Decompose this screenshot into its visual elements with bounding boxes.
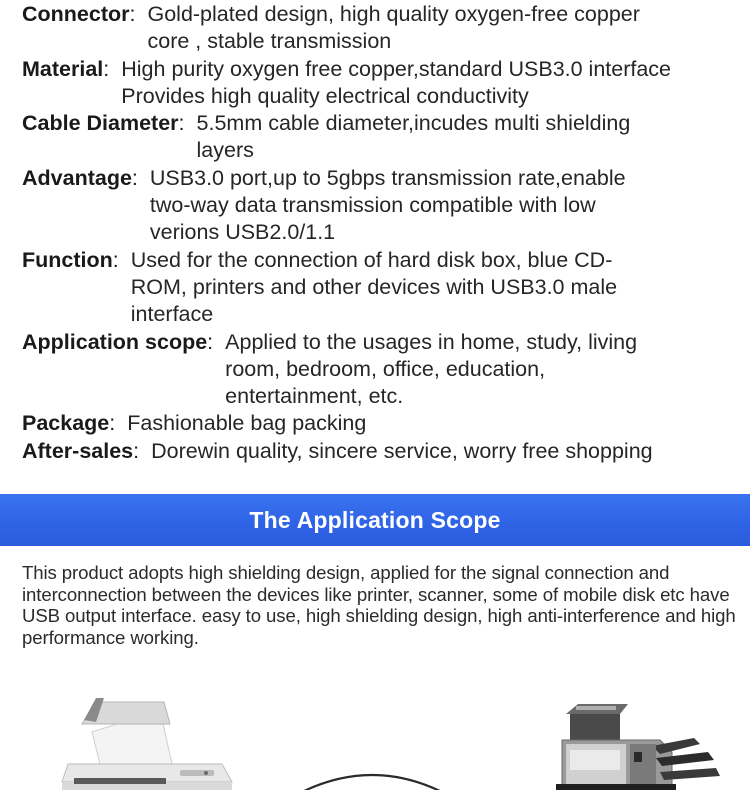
spec-value: Used for the connection of hard disk box, blue CD-ROM, printers and other devices with USB3.0 male interface (130, 247, 618, 327)
spec-material (22, 56, 746, 111)
spec-package (22, 410, 746, 437)
spec-colon: : (109, 411, 116, 436)
spec-label: Cable Diameter (22, 111, 179, 136)
spec-value: Applied to the usages in home, study, living room, bedroom, office, education, entertainment, etc. (225, 329, 638, 409)
spec-colon: : (131, 165, 138, 190)
spec-function (22, 247, 746, 329)
spec-colon: : (207, 329, 214, 354)
spec-label: Package (22, 411, 110, 436)
spec-colon: : (129, 2, 136, 26)
spec-value: Fashionable bag packing (127, 411, 367, 436)
section-banner (0, 494, 750, 546)
spec-value: USB3.0 port,up to 5gbps transmission rate,enable two-way data transmission compatible with low verions USB2.0/1.1 (149, 165, 626, 245)
spec-value: Dorewin quality, sincere service, worry free shopping (151, 438, 653, 463)
spec-colon: : (103, 56, 110, 81)
spec-label: Material (22, 56, 104, 81)
section-title: The Application Scope (249, 506, 501, 533)
spec-colon: : (178, 111, 185, 136)
description-paragraph: This product adopts high shielding design, applied for the signal connection and interconnection between the devices like printer, scanner, some of mobile disk etc have USB output interface. easy to use, high shielding design, high anti-interference and high performance working. (22, 562, 736, 648)
spec-label: Connector (22, 2, 130, 26)
spec-label: Advantage (22, 165, 132, 190)
laser-printer-image (556, 704, 720, 790)
spec-colon: : (112, 247, 119, 272)
spec-after-sales (22, 438, 746, 465)
spec-application-scope (22, 329, 746, 411)
printer-image (62, 698, 232, 790)
illustration-area (0, 680, 750, 790)
spec-cable-diameter (22, 110, 746, 165)
usb-cable-image (302, 775, 442, 790)
spec-label: Function (22, 247, 113, 272)
spec-value: Gold-plated design, high quality oxygen-free copper core , stable transmission (147, 2, 640, 54)
spec-value: 5.5mm cable diameter,incudes multi shielding layers (196, 111, 631, 163)
spec-value: High purity oxygen free copper,standard USB3.0 interface Provides high quality electrical conductivity (121, 56, 672, 108)
spec-advantage (22, 165, 746, 247)
spec-label: After-sales (22, 438, 134, 463)
spec-label: Application scope (22, 329, 208, 354)
spec-list (22, 0, 746, 465)
spec-connector (22, 1, 746, 56)
spec-colon: : (133, 438, 140, 463)
